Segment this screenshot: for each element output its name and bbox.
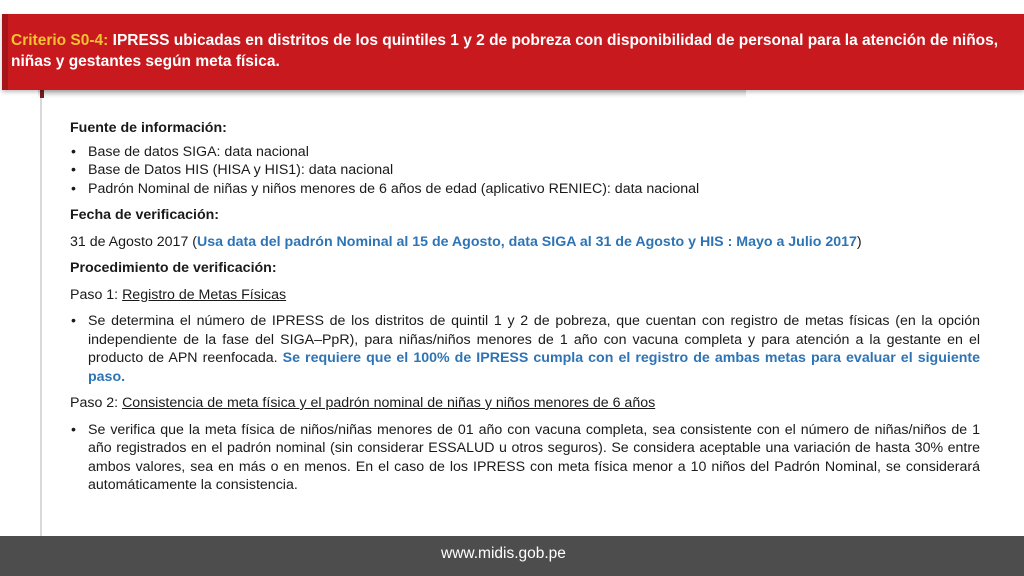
list-item: • Se determina el número de IPRESS de los distritos de quintil 1 y 2 de pobreza, que cuentan con registro de metas físicas (en la opción independiente de la fase del SIGA–PpR), para niñas/niños menores de 1 año con vacuna completa y para atención a la gestante en el producto de APN reenfocada. Se requiere que el 100% de IPRESS cumpla con el registro de ambas metas para evaluar el siguiente paso.: [70, 312, 980, 386]
fecha-date: 31 de Agosto 2017 (: [70, 233, 198, 250]
paso1-heading: Paso 1: Registro de Metas Físicas: [70, 286, 287, 303]
list-item: • Se verifica que la meta física de niños/niñas menores de 01 año con vacuna completa, sea consistente con el número de niñas/niños de 1 año registrados en el padrón nominal (sin considerar ESSALUD u otros seguros). Se considera aceptable una variación de hasta 30% entre ambos valores, sea en más o en menos. En el caso de los IPRESS con meta física menor a 10 niños del Padrón Nominal, se considerará automáticamente la consistencia.: [70, 421, 980, 495]
criterion-label: Criterio S0-4:: [11, 32, 109, 49]
paso1-highlight: Se requiere que el 100% de IPRESS cumpla con el registro de ambas metas para evaluar el siguiente paso.: [88, 350, 980, 385]
fuente-list: [70, 143, 980, 199]
title-banner-accent: [2, 14, 8, 90]
footer-url: www.midis.gob.pe: [441, 545, 566, 562]
fecha-title: Fecha de verificación:: [70, 207, 220, 223]
paso1-list: [70, 312, 980, 386]
fecha-note: Usa data del padrón Nominal al 15 de Agosto, data SIGA al 31 de Agosto y HIS : Mayo a Julio 2017: [197, 233, 857, 250]
slide-content: [70, 119, 980, 495]
slide-title: [11, 30, 1011, 72]
paso1-title: Registro de Metas Físicas: [122, 286, 287, 303]
paso2-heading: Paso 2: Consistencia de meta física y el padrón nominal de niñas y niños menores de 6 años: [70, 395, 656, 411]
fecha-line: 31 de Agosto 2017 (Usa data del padrón Nominal al 15 de Agosto, data SIGA al 31 de Agosto y HIS : Mayo a Julio 2017): [70, 233, 862, 250]
fuente-title: Fuente de información:: [70, 120, 227, 136]
criterion-text: IPRESS ubicadas en distritos de los quintiles 1 y 2 de pobreza con disponibilidad de personal para la atención de niños, niñas y gestantes según meta física.: [11, 32, 999, 70]
footer-bar: [0, 536, 1024, 576]
left-rule: [40, 96, 42, 536]
paso2-title: Consistencia de meta física y el padrón nominal de niñas y niños menores de 6 años: [122, 395, 656, 411]
list-item: • Base de datos SIGA: data nacional: [70, 143, 980, 162]
list-item: • Base de Datos HIS (HISA y HIS1): data nacional: [70, 161, 980, 180]
list-item: • Padrón Nominal de niñas y niños menores de 6 años de edad (aplicativo RENIEC): data nacional: [70, 180, 980, 199]
paso2-list: [70, 421, 980, 495]
procedimiento-title: Procedimiento de verificación:: [70, 260, 277, 276]
